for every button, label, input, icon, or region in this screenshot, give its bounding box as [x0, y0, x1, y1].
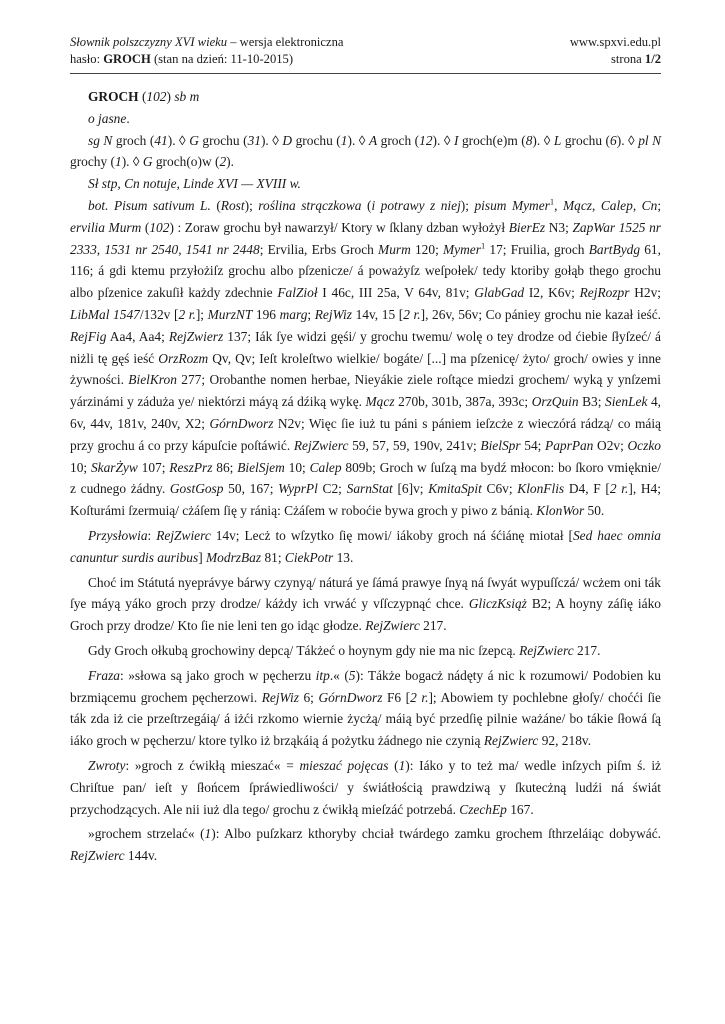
header-entry-info: hasło: GROCH (stan na dzień: 11-10-2015)	[70, 52, 294, 66]
entry-body	[70, 86, 661, 867]
header-divider	[70, 73, 661, 74]
entry-phrases-zwroty: Zwroty: »groch z ćwikłą mieszać« = mieszać pojęcas (1): Iáko y to też ma/ wedle inſzych piſm ś. iż Chriſtue pan/ ieſt y ſłońcem ſpráwiedliwości/ y świátłością prawdziwą y ſkutecżną ludźi ná świát przychodzących. Ale nii iuż dla tego/ grochu z ćwikłą mieſzáć potrzebá. CzechEp 167.	[70, 757, 661, 817]
entry-forms: sg N groch (41). ◊ G grochu (31). ◊ D grochu (1). ◊ A groch (12). ◊ I groch(e)m (8). ◊ L grochu (6). ◊ pl N grochy (1). ◊ G groch(o)w (2).	[70, 132, 662, 170]
entry-meaning-bot: bot. Pisum sativum L. (Rost); roślina strączkowa (i potrawy z niej); pisum Mymer$^1$, Mącz, Calep, Cn; ervilia Murm (102) : Zoraw grochu był nawarzył/ Ktory w ſklany dzban wyłożył BierEz N3; ZapWar 1525 nr 2333, 1531 nr 2540, 1541 nr 2448; Ervilia, Erbs Groch Murm 120; Mymer$^1$ 17; Fruilia, groch BartBydg 61, 116; á gdi ktemu przyłożiſz grochu albo pſzenicze/ á poważyſz weſpołek/ tedy ktoriby gołąb thego grochu albo pſzenice zakuſił każdy zdechnie FalZioł I 46c, III 25a, V 64v, 81v; GlabGad I2, K6v; RejRozpr H2v; LibMal 1547/132v [2 r.]; MurzNT 196 marg; RejWiz 14v, 15 [2 r.], 26v, 56v; Co pániey grochu nie kazał ieść. RejFig Aa4, Aa4; RejZwierz 137; Iák ſye widzi gęśi/ y grochu twemu/ wolę o tey drodze od ćiebie ſłyſzeć/ á niżli tę gęś ieść OrzRozm Qv, Qv; Ieſt kroleſtwo wielkie/ bogáte/ [...] ma pſzenicę/ żyto/ groch/ owies y inne żywności. BielKron 277; Orobanthe nomen herbae, Nieyákie ziele roſtące miedzi grochem/ wyką y ynſzemi yárzinámi y záduża ye/ niektórzi máyą zá dźiką wykę. Mącz 270b, 301b, 387a, 393c; OrzQuin B3; SienLek 4, 6v, 44v, 181v, 240v, X2; GórnDworz N2v; Więc ſie iuż tu páni s pániem ieſzcże z wieczórá rádzą/ co máią przy grochu á co przy kápuſcie poſtáwić. RejZwierc 59, 57, 59, 190v, 241v; BielSpr 54; PaprPan O2v; Oczko 10; SkarŻyw 107; ReszPrz 86; BielSjem 10; Calep 809b; Groch w ſuſzą ma bydź młocon: bo ſkoro vmięknie/ z cudnego żádny. GostGosp 50, 167; WyprPl C2; SarnStat [6]v; KmitaSpit C6v; KlonFlis D4, F [2 r.], H4; Koſturámi ſzermuią/ cżáſem ſię y ránią: Cżáſem w roboćie bywa groch y piwo z bánią. KlonWor 50.	[70, 196, 662, 519]
entry-sources: Sł stp, Cn notuje, Linde XVI — XVIII w.	[88, 176, 301, 192]
entry-phrase-strzelac: »grochem strzelać« (1): Albo puſzkarz kthoryby chciał twárdego zamku grochem ſthrzeláiąc dobywáć. RejZwierc 144v.	[70, 826, 661, 864]
page-header	[70, 34, 661, 68]
entry-headword-line: GROCH (102) sb m	[88, 89, 200, 104]
entry-pronunciation: o jasne.	[88, 110, 130, 126]
entry-quote-statuta: Choć im Státutá nyeprávye bárwy czynyą/ náturá ye ſámá prawye ſnyą ná ſwyát wypuſſczá/ wcżem oni ták ſye máyą yáko groch przy drodze/ káżdy ich vrwáć y vſſczypnąć chce. GliczKsiąż B2; A hoyny záſię iáko Groch przy drodze/ Kto ſie nie leni ten go idąc głodze. RejZwierc 217.	[70, 574, 661, 634]
header-dictionary-title: Słownik polszczyzny XVI wieku – wersja elektroniczna	[70, 35, 344, 49]
entry-proverbs: Przysłowia: RejZwierc 14v; Lecż to wſzytko ſię mowi/ iákoby groch ná śćiánę miotał [Sed haec omnia canuntur surdis auribus] ModrzBaz 81; CiekPotr 13.	[70, 527, 661, 565]
header-page-number: strona 1/2	[610, 52, 661, 66]
header-website[interactable]: www.spxvi.edu.pl	[569, 35, 661, 49]
entry-quote-groch: Gdy Groch ołkubą grochowiny depcą/ Tákżeć o hoynym gdy nie ma nic ſzepcą. RejZwierc 217.	[88, 642, 601, 658]
entry-phrase: Fraza: »słowa są jako groch w pęcherzu itp.« (5): Tákże bogacż nádęty á nic k rozumowi/ Podobien ku brzmiącemu grochem pęcherzowi. RejWiz 6; GórnDworz F6 [2 r.]; Abowiem ty pochlebne głoſy/ choćći ſie ták zda iż cie przeſtrzegáią/ á iżći rzkomo wiernie życżą/ máią być przedſię pilnie ważáne/ bo tákie ſłowá ſą iáko groch w pęcherzu/ ktore tylko iż brząkáią á pożytku żádnego nie czynią RejZwierc 92, 218v.	[70, 667, 662, 749]
